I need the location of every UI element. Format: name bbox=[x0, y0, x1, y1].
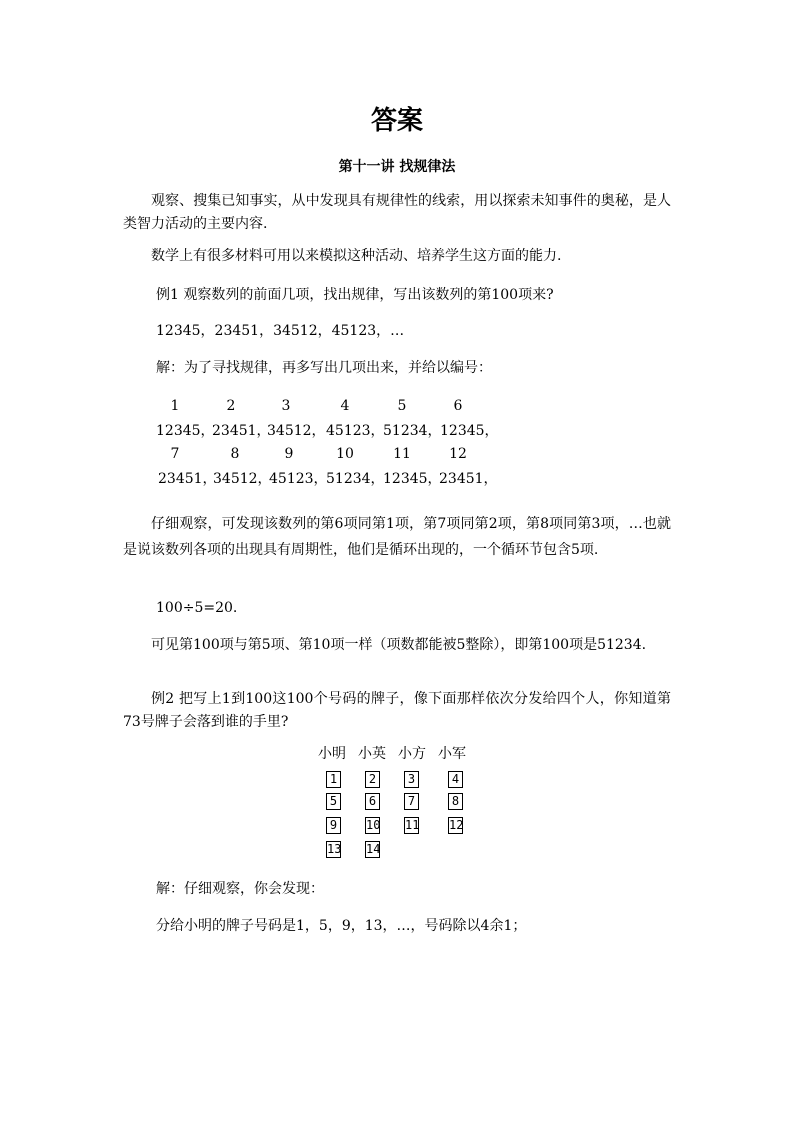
term-value: 34512， bbox=[267, 423, 326, 439]
example1-question: 例1 观察数列的前面几项，找出规律，写出该数列的第100项来? bbox=[156, 287, 554, 303]
term-number: 2 bbox=[226, 398, 236, 414]
number-card: 9 bbox=[326, 817, 341, 834]
number-card: 10 bbox=[366, 818, 381, 832]
number-card: 13 bbox=[327, 842, 342, 856]
number-card: 11 bbox=[405, 818, 420, 832]
number-card: 14 bbox=[366, 842, 381, 856]
example2-finding: 分给小明的牌子号码是1，5，9，13，…，号码除以4余1； bbox=[156, 918, 527, 934]
term-number: 1 bbox=[170, 398, 180, 414]
person-name: 小明 bbox=[318, 746, 346, 762]
example2-solution-intro: 解：仔细观察，你会发现： bbox=[156, 881, 324, 897]
term-value: 12345， bbox=[383, 471, 442, 487]
number-card: 5 bbox=[326, 793, 341, 810]
number-card: 8 bbox=[448, 793, 463, 810]
term-number: 11 bbox=[393, 446, 411, 462]
term-number: 4 bbox=[340, 398, 350, 414]
intro-paragraph: 观察、搜集已知事实，从中发现具有规律性的线索，用以探索未知事件的奥秘，是人类智力活动的主要内容. bbox=[123, 193, 671, 232]
intro-paragraph-2: 数学上有很多材料可用以来模拟这种活动、培养学生这方面的能力. bbox=[151, 248, 562, 264]
example1-sequence: 12345，23451，34512，45123，… bbox=[156, 323, 405, 339]
lecture-title: 第十一讲 找规律法 bbox=[338, 159, 456, 175]
number-card: 4 bbox=[448, 771, 463, 788]
example2-question: 例2 把写上1到100这100个号码的牌子，像下面那样依次分发给四个人，你知道第73号牌子会落到谁的手里? bbox=[123, 691, 671, 730]
term-value: 45123， bbox=[269, 471, 328, 487]
person-name: 小军 bbox=[438, 746, 466, 762]
term-number: 5 bbox=[397, 398, 407, 414]
term-value: 23451， bbox=[212, 423, 271, 439]
division-calc: 100÷5=20. bbox=[156, 600, 238, 616]
number-card: 1 bbox=[326, 771, 341, 788]
page-title: 答案 bbox=[370, 106, 423, 136]
term-number: 8 bbox=[230, 446, 240, 462]
conclusion-paragraph: 可见第100项与第5项、第10项一样（项数都能被5整除），即第100项是51234. bbox=[151, 637, 647, 653]
example1-solution-intro: 解：为了寻找规律，再多写出几项出来，并给以编号： bbox=[156, 360, 492, 376]
term-value: 51234， bbox=[383, 423, 442, 439]
person-name: 小英 bbox=[358, 746, 386, 762]
term-number: 12 bbox=[449, 446, 467, 462]
term-value: 34512， bbox=[213, 471, 272, 487]
term-value: 45123， bbox=[326, 423, 385, 439]
term-number: 9 bbox=[284, 446, 294, 462]
term-number: 6 bbox=[453, 398, 463, 414]
number-card: 2 bbox=[365, 771, 380, 788]
number-card: 6 bbox=[365, 793, 380, 810]
number-card: 12 bbox=[449, 818, 464, 832]
term-value: 51234， bbox=[326, 471, 385, 487]
term-value: 12345， bbox=[156, 423, 215, 439]
number-card: 3 bbox=[404, 771, 419, 788]
term-value: 23451， bbox=[439, 471, 498, 487]
person-name: 小方 bbox=[398, 746, 426, 762]
term-value: 12345， bbox=[440, 423, 499, 439]
number-card: 7 bbox=[404, 793, 419, 810]
term-number: 10 bbox=[336, 446, 354, 462]
term-number: 3 bbox=[281, 398, 291, 414]
term-value: 23451， bbox=[158, 471, 217, 487]
observation-paragraph: 仔细观察，可发现该数列的第6项同第1项，第7项同第2项，第8项同第3项，…也就是说该数列各项的出现具有周期性，他们是循环出现的，一个循环节包含5项. bbox=[123, 516, 671, 558]
term-number: 7 bbox=[170, 446, 180, 462]
